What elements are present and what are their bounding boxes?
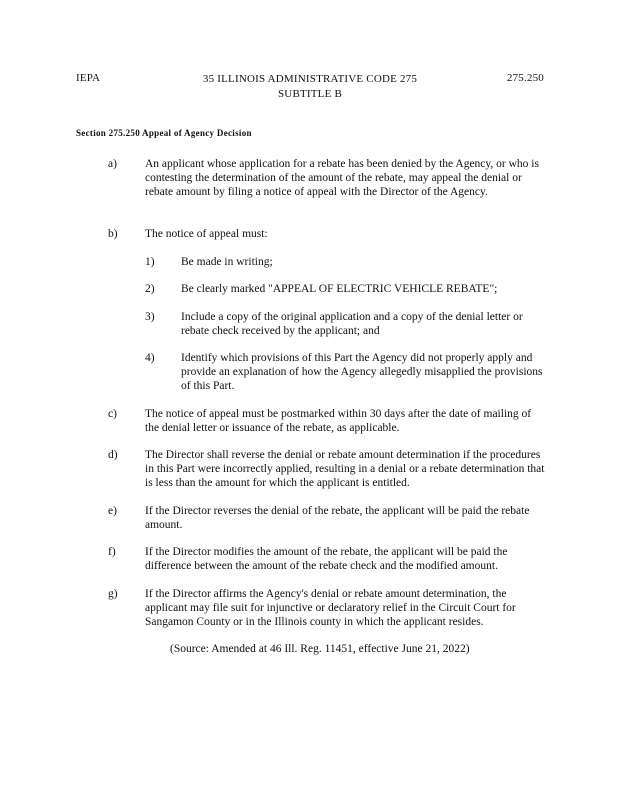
paragraph-label: g)	[108, 588, 118, 600]
paragraph-label: b)	[108, 228, 118, 240]
header-subtitle-line: SUBTITLE B	[277, 88, 343, 100]
header-code-title	[150, 72, 470, 102]
paragraph-text: If the Director reverses the denial of the rebate, the applicant will be paid the rebate amount.	[145, 505, 530, 531]
paragraph-text: The Director shall reverse the denial or rebate amount determination if the procedures in this Part were incorrectly applied, resulting in a denial or a rebate determination that is less than the amount for which the applicant is entitled.	[145, 449, 545, 489]
paragraph-label: e)	[108, 505, 117, 517]
subparagraph-text: Include a copy of the original application and a copy of the denial letter or rebate check received by the applicant; and	[181, 311, 523, 337]
header-code-line: 35 ILLINOIS ADMINISTRATIVE CODE 275	[202, 73, 418, 85]
header-agency: IEPA	[76, 72, 101, 84]
paragraph-label: a)	[108, 158, 117, 170]
subparagraph-label: 4)	[145, 352, 155, 364]
header-section-number: 275.250	[506, 72, 544, 84]
subparagraph-label: 2)	[145, 283, 155, 295]
source-note: (Source: Amended at 46 Ill. Reg. 11451, effective June 21, 2022)	[170, 643, 470, 655]
paragraph-label: f)	[108, 546, 116, 558]
subparagraph-label: 3)	[145, 311, 155, 323]
paragraph-text: If the Director affirms the Agency's denial or rebate amount determination, the applicant may file suit for injunctive or declaratory relief in the Circuit Court for Sangamon County or in the Illinois county in which the applicant resides.	[145, 588, 516, 628]
subparagraph-text: Identify which provisions of this Part the Agency did not properly apply and provide an explanation of how the Agency allegedly misapplied the provisions of this Part.	[181, 352, 543, 392]
paragraph-label: c)	[108, 408, 117, 420]
subparagraph-text: Be clearly marked "APPEAL OF ELECTRIC VEHICLE REBATE";	[181, 283, 498, 295]
paragraph-text: An applicant whose application for a rebate has been denied by the Agency, or who is contesting the determination of the amount of the rebate, may appeal the denial or rebate amount by filing a notice of appeal with the Director of the Agency.	[145, 158, 539, 198]
paragraph-text: The notice of appeal must:	[145, 228, 268, 240]
subparagraph-label: 1)	[145, 256, 155, 268]
paragraph-text: The notice of appeal must be postmarked within 30 days after the date of mailing of the denial letter or issuance of the rebate, as applicable.	[145, 408, 532, 434]
paragraph-label: d)	[108, 449, 118, 461]
paragraph-text: If the Director modifies the amount of the rebate, the applicant will be paid the difference between the amount of the rebate check and the modified amount.	[145, 546, 508, 572]
subparagraph-text: Be made in writing;	[181, 256, 273, 268]
section-title: Section 275.250 Appeal of Agency Decision	[76, 128, 252, 138]
